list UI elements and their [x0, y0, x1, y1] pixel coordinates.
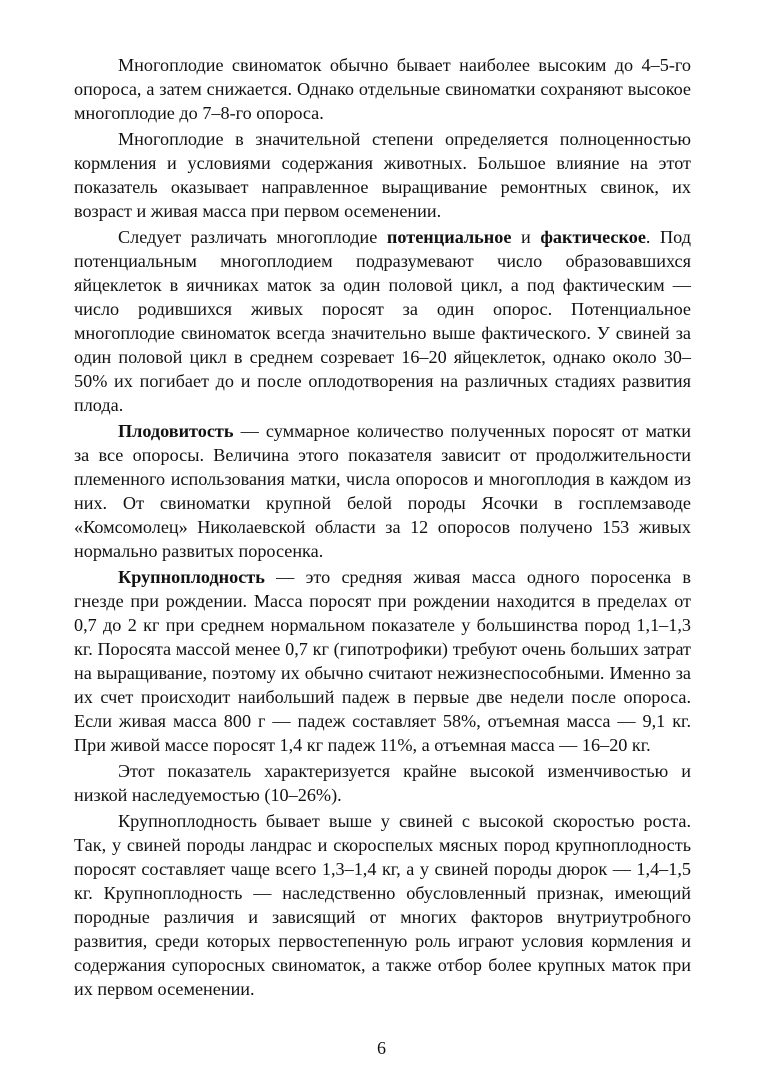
paragraph-text: Крупноплодность бывает выше у свиней с высокой скоростью роста. Так, у свиней породы ландрас и скороспелых мясных пород крупноплодность поросят составляет чаще всего 1,3–1,4 кг, а у свиней породы дюрок — 1,4–1,5 кг. Крупноплодность — наследственно обусловленный признак, имеющий породные различия и зависящий от многих факторов внутриутробного развития, среди которых первостепенную роль играют условия кормления и содержания супоросных свиноматок, а также отбор более крупных маток при их первом осеменении.	[74, 811, 691, 999]
term-actual: фактическое	[540, 227, 646, 247]
paragraph-text: Этот показатель характеризуется крайне высокой изменчивостью и низкой наследуемостью (10–26%).	[74, 761, 691, 805]
paragraph-4	[74, 419, 691, 563]
paragraph-conjunction: и	[511, 227, 541, 247]
term-fertility: Плодовитость	[118, 421, 234, 441]
paragraph-text: — это средняя живая масса одного поросенка в гнезде при рождении. Масса поросят при рождении находится в пределах от 0,7 до 2 кг при среднем нормальном показателе у большинства пород 1,1–1,3 кг. Поросята массой менее 0,7 кг (гипотрофики) требуют очень больших затрат на выращивание, поэтому их обычно считают нежизнеспособными. Именно за их счет происходит наибольший падеж в первые две недели после опороса. Если живая масса 800 г — падеж составляет 58%, отъемная масса — 9,1 кг. При живой массе поросят 1,4 кг падеж 11%, а отъемная масса — 16–20 кг.	[74, 567, 691, 755]
paragraph-2	[74, 127, 691, 223]
paragraph-1	[74, 53, 691, 125]
paragraph-text: — суммарное количество полученных поросят от матки за все опоросы. Величина этого показателя зависит от продолжительности племенного использования матки, числа опоросов и многоплодия в каждом из них. От свиноматки крупной белой породы Ясочки в госплемзаводе «Комсомолец» Николаевской области за 12 опоросов получено 153 живых нормально развитых поросенка.	[74, 421, 691, 561]
page-number: 6	[377, 1038, 386, 1058]
paragraph-6	[74, 759, 691, 807]
paragraph-text: Многоплодие в значительной степени определяется полноценностью кормления и условиями содержания животных. Большое влияние на этот показатель оказывает направленное выращивание ремонтных свинок, их возраст и живая масса при первом осеменении.	[74, 129, 691, 221]
page-body	[74, 53, 691, 1001]
paragraph-3	[74, 225, 691, 417]
paragraph-text: . Под потенциальным многоплодием подразумевают число образовавшихся яйцеклеток в яичниках маток за один половой цикл, а под фактическим — число родившихся живых поросят за один опорос. Потенциальное многоплодие свиноматок всегда значительно выше фактического. У свиней за один половой цикл в среднем созревает 16–20 яйцеклеток, однако около 30–50% их погибает до и после оплодотворения на различных стадиях развития плода.	[74, 227, 691, 415]
paragraph-text: Многоплодие свиноматок обычно бывает наиболее высоким до 4–5-го опороса, а затем снижается. Однако отдельные свиноматки сохраняют высокое многоплодие до 7–8-го опороса.	[74, 55, 691, 123]
paragraph-7	[74, 809, 691, 1001]
paragraph-5	[74, 565, 691, 757]
paragraph-lead: Следует различать многоплодие	[118, 227, 387, 247]
term-birth-weight: Крупноплодность	[118, 567, 265, 587]
term-potential: потенциальное	[386, 227, 512, 247]
